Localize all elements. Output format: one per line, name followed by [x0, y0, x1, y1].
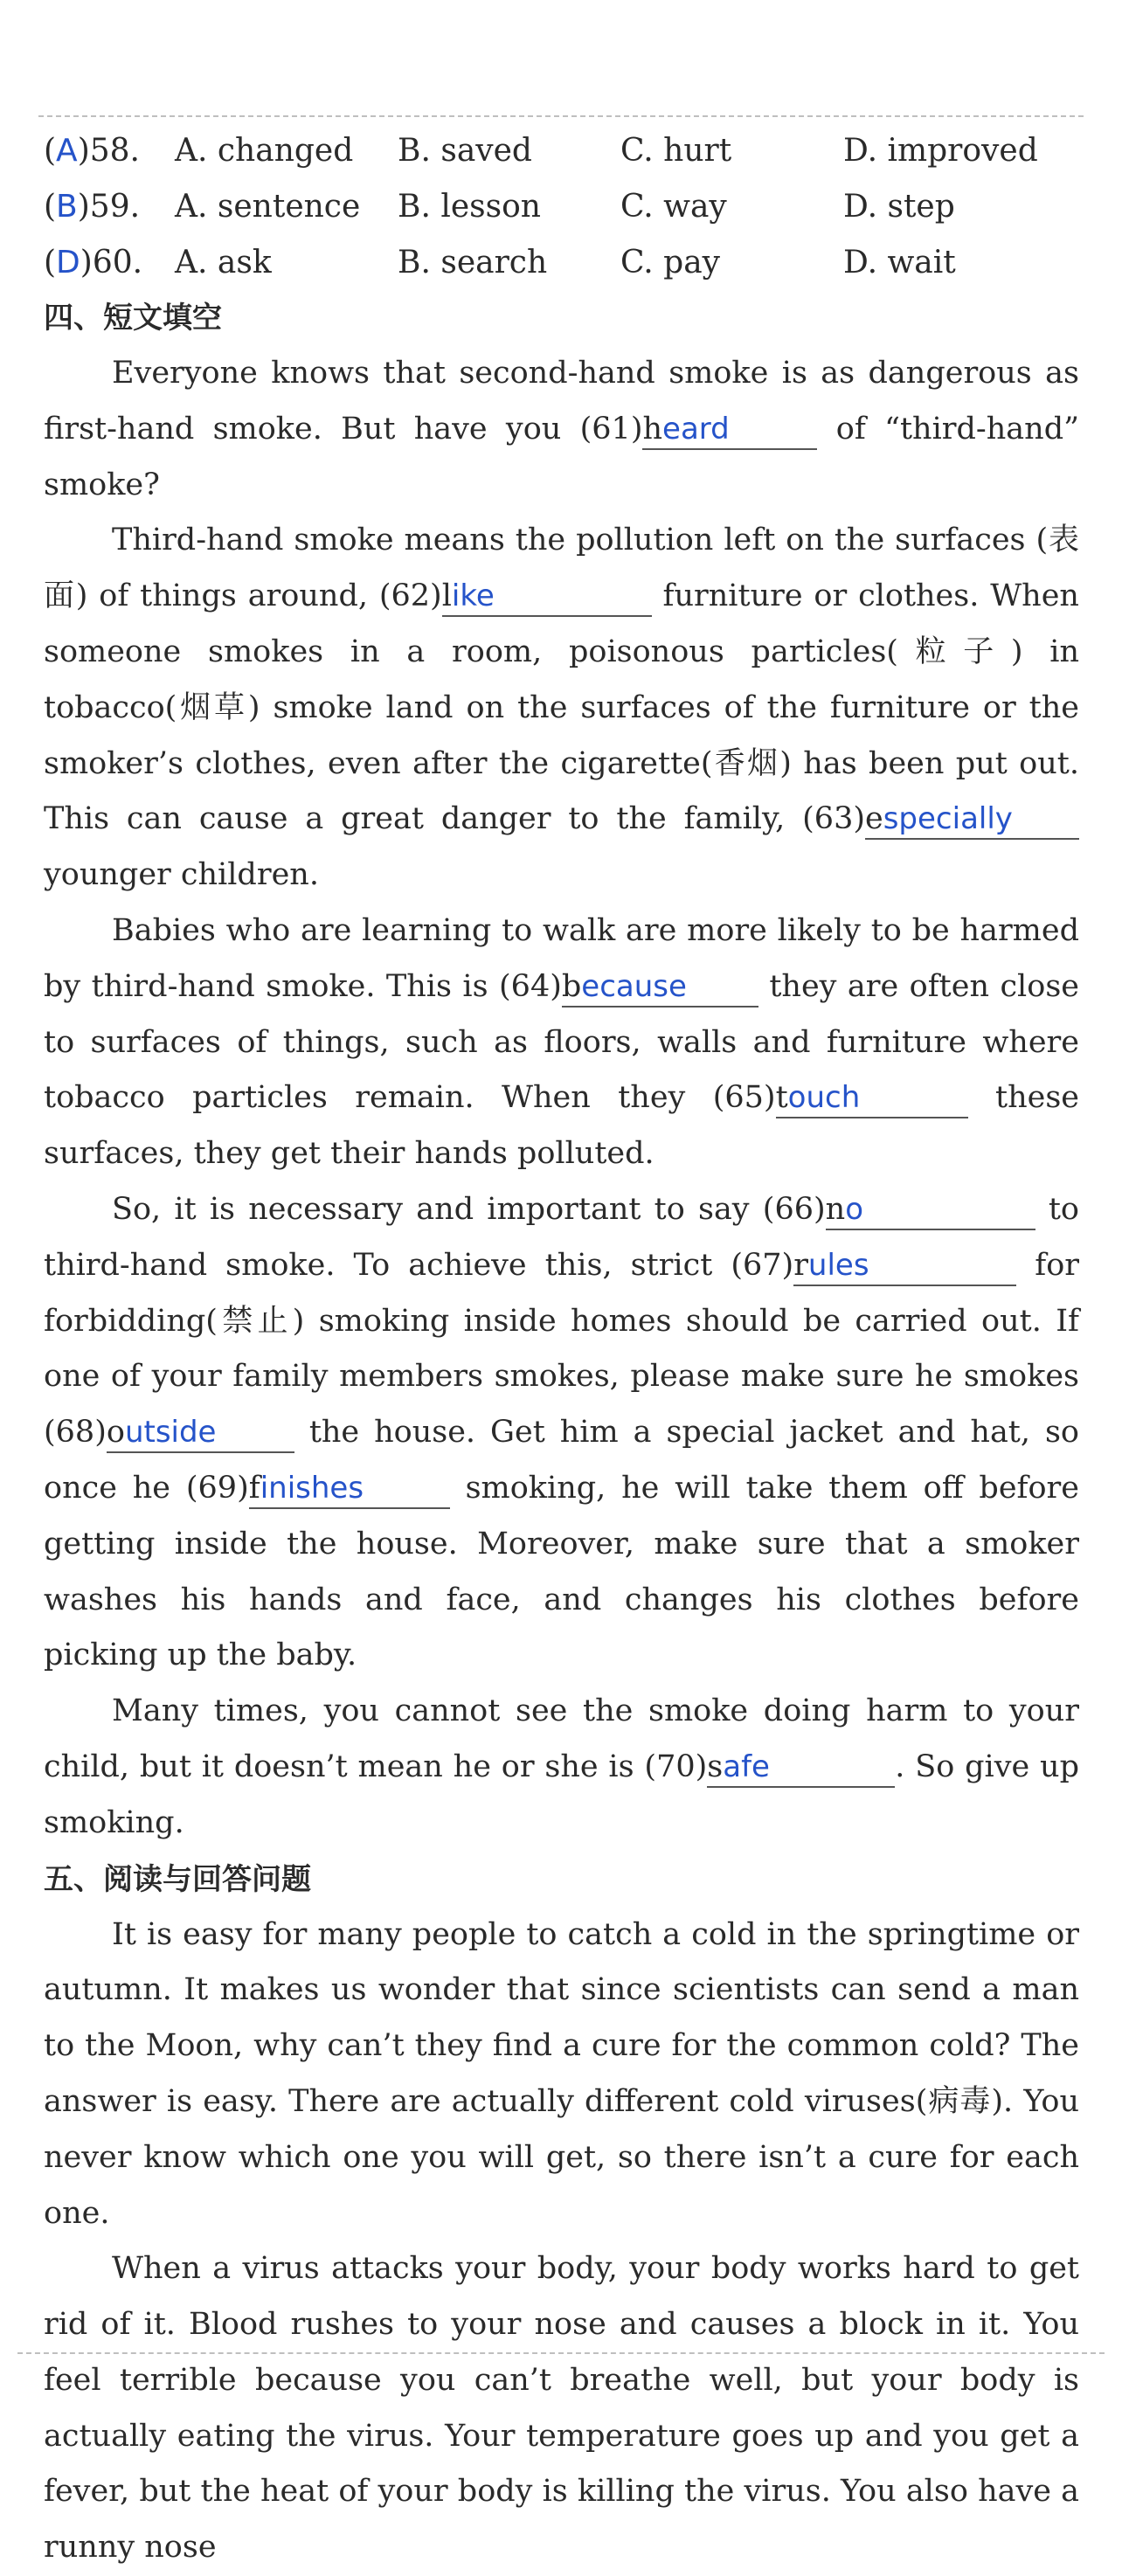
answer-blank-67[interactable]: rules [793, 1250, 1016, 1286]
option-c: C. hurt [620, 132, 732, 169]
answer-blank-69[interactable]: finishes [249, 1473, 450, 1509]
question-row-59 [44, 178, 1079, 234]
answer-blank-63[interactable]: especially [865, 804, 1079, 840]
answer-blank-68[interactable]: outside [107, 1417, 294, 1453]
option-d: D. wait [843, 244, 956, 280]
question-number: (B)59. [44, 188, 141, 225]
option-d: D. improved [843, 132, 1038, 169]
option-c: C. way [620, 188, 727, 225]
option-d: D. step [843, 188, 955, 225]
option-a: A. ask [175, 244, 272, 280]
answer-blank-62[interactable]: like [442, 581, 652, 617]
answer-letter: A [56, 132, 78, 169]
option-b: B. lesson [398, 188, 541, 225]
answer-blank-66[interactable]: no [826, 1195, 1035, 1230]
option-a: A. changed [175, 132, 354, 169]
bottom-divider [17, 2352, 1105, 2354]
reading-paragraph-2: When a virus attacks your body, your body works hard to get rid of it. Blood rushes to your nose and causes a block in it. You feel terrible because you can’t breathe well, but your body is actually eating the virus. Your temperature goes up and you get a fever, but the heat of your body is killing the virus. You also have a runny nose [44, 2251, 1079, 2566]
answer-blank-70[interactable]: safe [707, 1752, 895, 1788]
answer-letter: D [56, 244, 80, 280]
option-b: B. saved [398, 132, 532, 169]
answer-blank-64[interactable]: because [562, 972, 758, 1008]
question-number: (D)60. [44, 244, 143, 280]
option-a: A. sentence [175, 188, 361, 225]
question-row-58 [44, 122, 1079, 178]
option-b: B. search [398, 244, 548, 280]
top-divider [38, 115, 1084, 117]
cloze-paragraph-4: So, it is necessary and important to say (66)no to third-hand smoke. To achieve this, strict (67)rules for forbidding(禁止) smoking inside homes should be carried out. If one of your family members smokes, please make sure he smokes (68)outside the house. Get him a special jacket and hat, so once he (69)finishes smoking, he will take them off before getting inside the house. Moreover, make sure that a smoker washes his hands and face, and changes his clothes before picking up the baby. [44, 1191, 1080, 1673]
reading-paragraph-1: It is easy for many people to catch a cold in the springtime or autumn. It makes us wonder that since scientists can send a man to the Moon, why can’t they find a cure for the common cold? The answer is easy. There are actually different cold viruses(病毒). You never know which one you will get, so there isn’t a cure for each one. [44, 1916, 1079, 2231]
cloze-paragraph-5: Many times, you cannot see the smoke doing harm to your child, but it doesn’t mean he or she is (70)safe . So give up smoking. [44, 1693, 1079, 1840]
section-heading-reading: 五、阅读与回答问题 [44, 1861, 311, 1897]
cloze-paragraph-3: Babies who are learning to walk are more likely to be harmed by third-hand smoke. This is (64)because they are often close to surfaces of things, such as floors, walls and furniture where tobacco particles remain. When they (65)touch these surfaces, they get their hands polluted. [44, 912, 1080, 1172]
question-row-60 [44, 234, 1079, 290]
answer-blank-61[interactable]: heard [642, 414, 817, 450]
answer-blank-65[interactable]: touch [776, 1083, 968, 1118]
answer-letter: B [56, 188, 78, 225]
question-number: (A)58. [44, 132, 140, 169]
option-c: C. pay [620, 244, 720, 280]
cloze-paragraph-2: Third-hand smoke means the pollution left on the surfaces (表面) of things around, (62)like furniture or clothes. When someone smokes in a room, poisonous particles(粒子) in tobacco(烟草) smoke land on the surfaces of the furniture or the smoker’s clothes, even after the cigarette(香烟) has been put out. This can cause a great danger to the family, (63)especially younger children. [44, 523, 1079, 893]
cloze-paragraph-1: Everyone knows that second-hand smoke is as dangerous as first-hand smoke. But have you (61)heard of “third-hand” smoke? [44, 356, 1079, 502]
section-heading-cloze: 四、短文填空 [44, 301, 222, 336]
worksheet-content [44, 122, 1079, 2576]
